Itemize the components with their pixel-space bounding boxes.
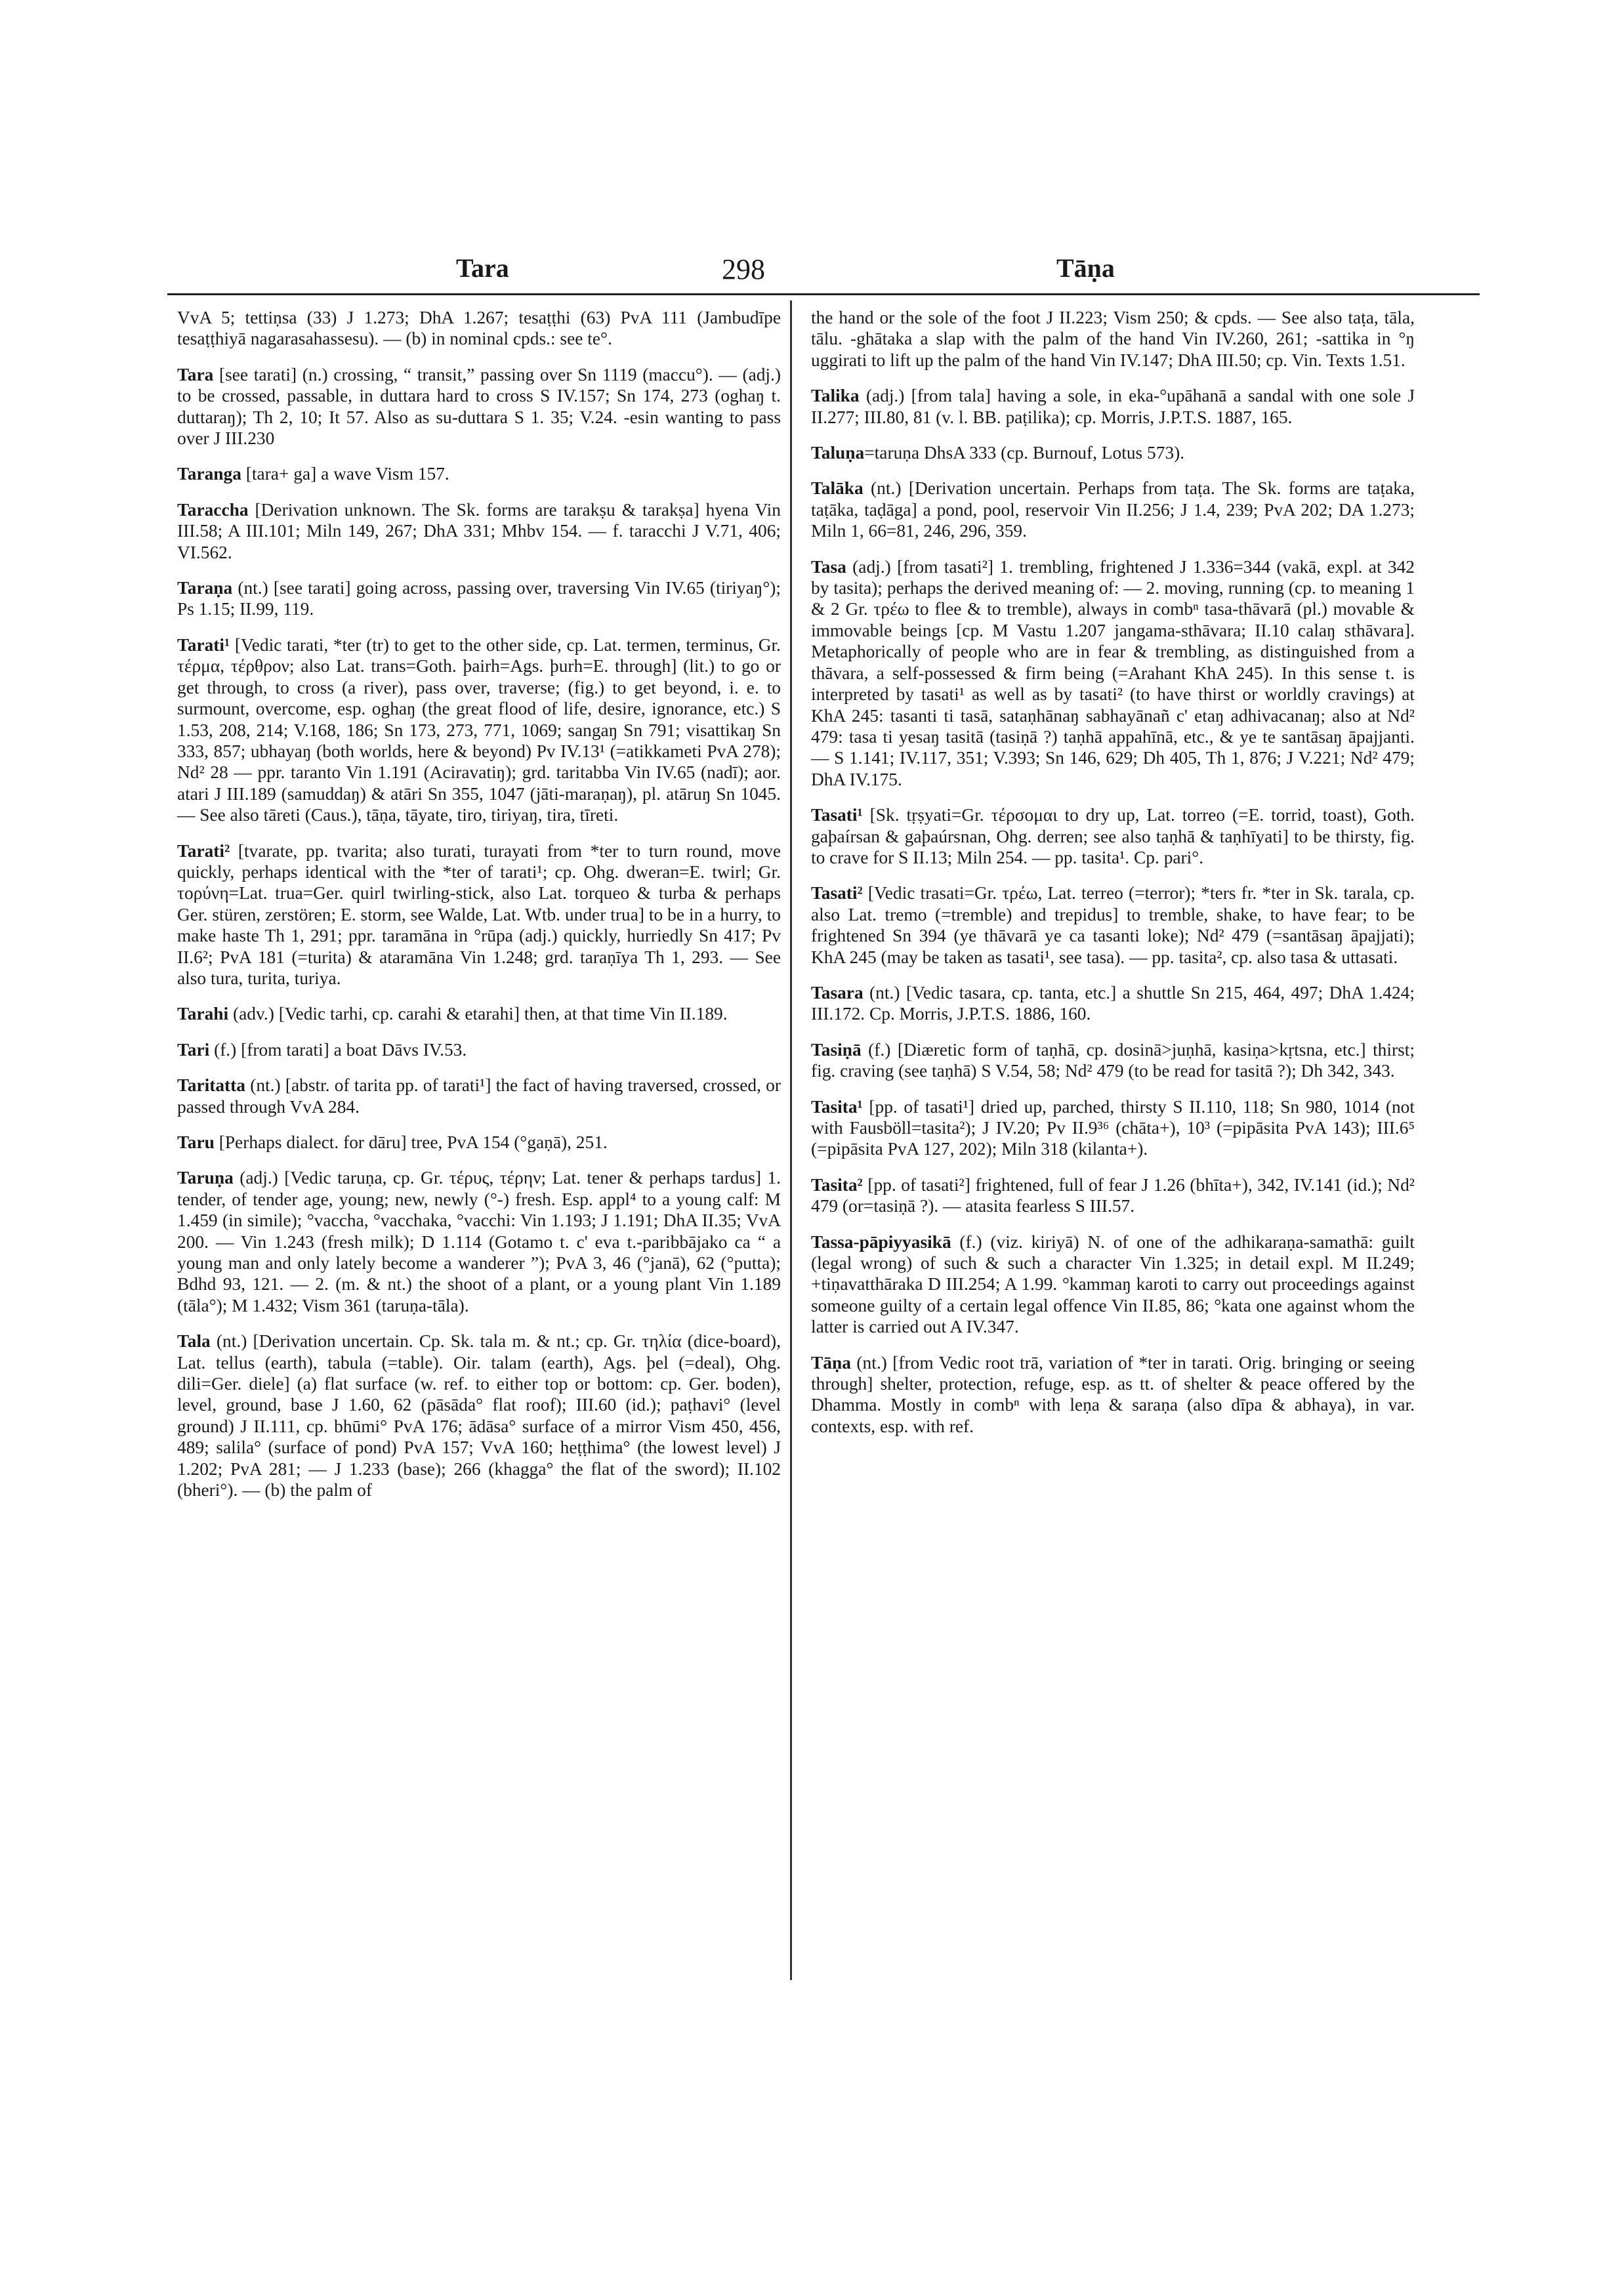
entry [811, 1096, 1415, 1160]
entry-text: (adv.) [Vedic tarhi, cp. carahi & etarahi] then, at that time Vin II.189. [228, 1004, 728, 1024]
entry-text: [Perhaps dialect. for dāru] tree, PvA 154 (°gaṇā), 251. [214, 1132, 608, 1152]
entry-text: (f.) [from tarati] a boat Dāvs IV.53. [209, 1039, 467, 1060]
column-divider [790, 300, 792, 1980]
entry [177, 1132, 781, 1153]
headword: Tasati² [811, 883, 863, 903]
entry [177, 364, 781, 449]
entry-text: (f.) (viz. kiriyā) N. of one of the adhikaraṇa-samathā: guilt (legal wrong) of such & such a character Vin 1.325; in detail expl. M II.249; +tiṇavatthāraka D III.254; A 1.99. °kammaŋ karoti to carry out proceedings against someone guilty of a certain legal offence Vin II.85, 86; °kata one against whom the latter is carried out A IV.347. [811, 1231, 1415, 1337]
headword: Taraccha [177, 499, 249, 520]
headword: Tāṇa [811, 1352, 851, 1373]
headword: Taraṇa [177, 578, 233, 598]
running-head-left: Tara [456, 253, 509, 283]
headword: Tassa-pāpiyyasikā [811, 1231, 951, 1252]
entry [177, 840, 781, 989]
entry-text: (nt.) [Vedic tasara, cp. tanta, etc.] a shuttle Sn 215, 464, 497; DhA 1.424; III.172. Cp. Morris, J.P.T.S. 1886, 160. [811, 982, 1415, 1024]
headword: Tara [177, 364, 214, 384]
entry-text: =taruṇa DhsA 333 (cp. Burnouf, Lotus 573). [864, 443, 1185, 463]
entry [177, 463, 781, 484]
entry-text: [pp. of tasati¹] dried up, parched, thirsty S II.110, 118; Sn 980, 1014 (not with Fausböll=tasita²); J IV.20; Pv II.9³⁶ (chāta+), 10³ (=pipāsita PvA 143); III.6⁵ (=pipāsita PvA 127, 202); Miln 318 (kilanta+). [811, 1096, 1415, 1159]
headword: Taranga [177, 464, 241, 484]
entry-text: (nt.) [from Vedic root trā, variation of *ter in tarati. Orig. bringing or seeing through] shelter, protection, refuge, esp. as tt. of shelter & peace offered by the Dhamma. Mostly in combⁿ with leṇa & saraṇa (also dīpa & abhaya), in var. contexts, esp. with ref. [811, 1352, 1415, 1436]
headword: Taru [177, 1132, 215, 1152]
entry-text: [Derivation unknown. The Sk. forms are tarakṣu & tarakṣa] hyena Vin III.58; A III.101; Miln 149, 267; DhA 331; Mhbv 154. — f. taracchi J V.71, 406; VI.562. [177, 499, 781, 562]
headword: Tarahi [177, 1004, 229, 1024]
entry-text: [Vedic trasati=Gr. τρέω, Lat. terreo (=terror); *ters fr. *ter in Sk. tarala, cp. also Lat. tremo (=tremble) and trepidus] to tremble, shake, to have fear; to be frightened Sn 394 (ye thāvarā ye ca tasanti loke); Nd² 479 (=santāsaŋ āpajjati); KhA 245 (may be taken as tasati¹, see tasa). — pp. tasita², cp. also tasa & uttasati. [811, 883, 1415, 967]
entry [177, 1039, 781, 1060]
headword: Tasita¹ [811, 1096, 863, 1117]
entry-text: VvA 5; tettiṇsa (33) J 1.273; DhA 1.267; tesaṭṭhi (63) PvA 111 (Jambudīpe tesaṭṭhiyā nagarasahassesu). — (b) in nominal cpds.: see te°. [177, 308, 781, 349]
headword: Talika [811, 386, 860, 406]
headword: Taruṇa [177, 1168, 234, 1188]
headword: Tarati¹ [177, 634, 230, 655]
entry [811, 1231, 1415, 1338]
entry-text: the hand or the sole of the foot J II.223; Vism 250; & cpds. — See also taṭa, tāla, tālu. -ghātaka a slap with the palm of the hand Vin IV.260, 261; -sattika in °ŋ uggirati to lift up the palm of the hand Vin IV.147; DhA III.50; cp. Vin. Texts 1.51. [811, 308, 1415, 370]
entry [177, 499, 781, 563]
entry-text: (adj.) [from tala] having a sole, in eka-°upāhanā a sandal with one sole J II.277; III.80, 81 (v. l. BB. paṭilika); cp. Morris, J.P.T.S. 1887, 165. [811, 386, 1415, 427]
entry [811, 804, 1415, 868]
entry-text: (nt.) [see tarati] going across, passing over, traversing Vin IV.65 (tiriyaŋ°); Ps 1.15; II.99, 119. [177, 578, 781, 619]
entry-text: (nt.) [Derivation uncertain. Cp. Sk. tala m. & nt.; cp. Gr. τηλία (dice-board), Lat. tellus (earth), tabula (=table). Oir. talam (earth), Ags. þel (=deal), Ohg. dili=Ger. diele] (a) flat surface (w. ref. to either top or bottom: cp. Ger. boden), level, ground, base J 1.60, 62 (pāsāda° flat roof); III.60 (id.); paṭhavi° (level ground) J II.111, cp. bhūmi° PvA 176; ādāsa° surface of a mirror Vism 450, 456, 489; salila° (surface of pond) PvA 157; VvA 160; heṭṭhima° (the lowest level) J 1.202; PvA 281; — J 1.233 (base); 266 (khagga° the flat of the sword); II.102 (bheri°). — (b) the palm of [177, 1331, 781, 1500]
entry [177, 1167, 781, 1316]
entry [177, 1331, 781, 1500]
entry-text: [see tarati] (n.) crossing, “ transit,” passing over Sn 1119 (maccu°). — (adj.) to be crossed, passable, in duttara hard to cross S IV.157; Sn 174, 273 (oghaŋ t. duttaraŋ); Th 2, 10; It 57. Also as su-duttara S 1. 35; V.24. -esin wanting to pass over J III.230 [177, 364, 781, 449]
headword: Tasa [811, 556, 846, 577]
entry-text: [tara+ ga] a wave Vism 157. [241, 464, 449, 484]
entry [811, 1039, 1415, 1082]
entry [177, 634, 781, 826]
page-number: 298 [722, 253, 765, 285]
headword: Tasara [811, 982, 864, 1003]
entry [811, 1352, 1415, 1437]
header-rule [167, 293, 1480, 295]
entry-text: (adj.) [from tasati²] 1. trembling, frightened J 1.336=344 (vakā, expl. at 342 by tasita); perhaps the derived meaning of: — 2. moving, running (cp. to meaning 1 & 2 Gr. τρέω to flee & to tremble), always in combⁿ tasa-thāvarā (pl.) movable & immovable beings [cp. M Vastu 1.207 jangama-sthāvara; II.10 calaŋ sthāvara]. Metaphorically of people who are in fear & trembling, as distinguished from a thāvara, a self-possessed & firm being (=Arahant KhA 245). In this sense t. is interpreted by tasati¹ as well as by tasati² (to have thirst or worldly cravings) at KhA 245: tasanti ti tasā, sataṇhānaŋ sabhayānañ c' etaŋ adhivacanaŋ; also at Nd² 479: tasa ti yesaŋ tasitā (tasiṇā ?) taṇhā appahīnā, etc., & ye te santāsaŋ āpajjanti. — S 1.141; IV.117, 351; V.393; Sn 146, 629; Dh 405, Th 1, 876; J V.221; Nd² 479; DhA IV.175. [811, 556, 1415, 789]
entry-text: (adj.) [Vedic taruṇa, cp. Gr. τέρυς, τέρην; Lat. tener & perhaps tardus] 1. tender, of tender age, young; new, newly (°-) fresh. Esp. appl⁴ to a young calf: M 1.459 (in simile); °vaccha, °vacchaka, °vacchi: Vin 1.193; J 1.191; DhA II.35; VvA 200. — Vin 1.243 (fresh milk); D 1.114 (Gotamo t. c' eva t.-paribbājako ca “ a young man and only lately become a wanderer ”); PvA 3, 46 (°janā), 62 (°putta); Bdhd 93, 121. — 2. (m. & nt.) the shoot of a plant, or a young plant Vin 1.189 (tāla°); M 1.432; Vism 361 (taruṇa-tāla). [177, 1168, 781, 1315]
headword: Taluṇa [811, 443, 865, 463]
headword: Tasati¹ [811, 805, 863, 825]
entry [811, 385, 1415, 428]
entry [811, 882, 1415, 968]
entry [177, 307, 781, 350]
right-column [811, 307, 1415, 1451]
entry [177, 577, 781, 620]
entry-text: [Sk. tṛṣyati=Gr. τέρσομαι to dry up, Lat. torreo (=E. torrid, toast), Goth. gaþaírsan & gaþaúrsnan, Ohg. derren; see also taṇhā & taṇhīyati] to be thirsty, fig. to crave for S II.13; Miln 254. — pp. tasita¹. Cp. pari°. [811, 805, 1415, 867]
entry-text: [tvarate, pp. tvarita; also turati, turayati from *ter to turn round, move quickly, perhaps identical with the *ter of tarati¹; cp. Ohg. dweran=E. twirl; Gr. τορύνη=Lat. trua=Ger. quirl twirling-stick, also Lat. torqueo & turba & perhaps Ger. stüren, zerstören; E. storm, see Walde, Lat. Wtb. under trua] to be in a hurry, to make haste Th 1, 291; ppr. taramāna in °rūpa (adj.) quickly, hurriedly Sn 417; Pv II.6²; PvA 181 (=turita) & ataramāna Vin 1.248; grd. taraṇīya Th 1, 293. — See also tura, turita, turiya. [177, 840, 781, 988]
entry-text: (f.) [Diæretic form of taṇhā, cp. dosinā>juṇhā, kasiṇa>kṛtsna, etc.] thirst; fig. craving (see taṇhā) S V.54, 58; Nd² 479 (to be read for tasitā ?); Dh 342, 343. [811, 1039, 1415, 1081]
entry-text: (nt.) [Derivation uncertain. Perhaps from taṭa. The Sk. forms are taṭaka, taṭāka, taḍāga] a pond, pool, reservoir Vin II.256; J 1.4, 239; PvA 202; DA 1.273; Miln 1, 66=81, 246, 296, 359. [811, 478, 1415, 541]
entry [811, 307, 1415, 371]
headword: Taritatta [177, 1075, 245, 1096]
headword: Tasita² [811, 1174, 863, 1195]
entry-text: [pp. of tasati²] frightened, full of fear J 1.26 (bhīta+), 342, IV.141 (id.); Nd² 479 (or=tasiṇā ?). — atasita fearless S III.57. [811, 1174, 1415, 1216]
headword: Tasiṇā [811, 1039, 862, 1060]
entry [811, 1174, 1415, 1217]
headword: Tarati² [177, 840, 230, 861]
entry [177, 1075, 781, 1117]
headword: Tala [177, 1331, 211, 1352]
entry [811, 556, 1415, 790]
headword: Talāka [811, 478, 864, 499]
running-head-right: Tāṇa [1056, 253, 1115, 283]
entry [811, 478, 1415, 541]
entry-text: (nt.) [abstr. of tarita pp. of tarati¹] the fact of having traversed, crossed, or passed through VvA 284. [177, 1075, 781, 1117]
entry [177, 1003, 781, 1024]
entry-text: [Vedic tarati, *ter (tr) to get to the other side, cp. Lat. termen, terminus, Gr. τέρμα, τέρθρον; also Lat. trans=Goth. þairh=Ags. þurh=E. through] (lit.) to go or get through, to cross (a river), pass over, traverse; (fig.) to get beyond, i. e. to surmount, overcome, esp. oghaŋ (the great flood of life, desire, ignorance, etc.) S 1.53, 208, 214; V.168, 186; Sn 173, 273, 771, 1069; sangaŋ Sn 791; visattikaŋ Sn 333, 857; ubhayaŋ (both worlds, here & beyond) Pv IV.13¹ (=atikkameti PvA 278); Nd² 28 — ppr. taranto Vin 1.191 (Aciravatiŋ); grd. taritabba Vin IV.65 (nadī); aor. atari J III.189 (samuddaŋ) & atāri Sn 355, 1047 (jāti-maraṇaŋ), pl. atāruŋ Sn 1045. — See also tāreti (Caus.), tāṇa, tāyate, tiro, tiriyaŋ, tira, tīreti. [177, 634, 781, 825]
headword: Tari [177, 1039, 210, 1060]
entry [811, 442, 1415, 463]
entry [811, 982, 1415, 1025]
left-column [177, 307, 781, 1516]
